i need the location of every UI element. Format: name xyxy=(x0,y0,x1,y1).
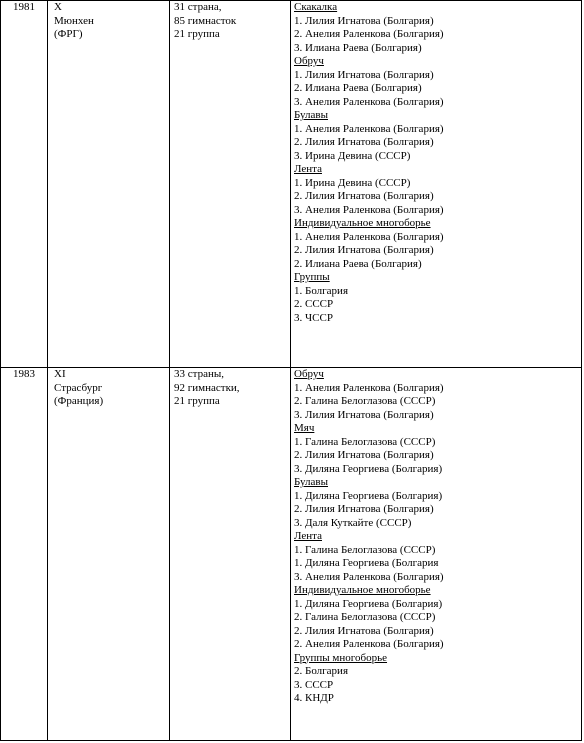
list-item: 1. Анелия Раленкова (Болгария) xyxy=(294,122,444,135)
championship-number: XI xyxy=(54,368,66,380)
list-item: 1. Лилия Игнатова (Болгария) xyxy=(294,14,434,27)
list-item: 2. Илиана Раева (Болгария) xyxy=(294,82,422,94)
event-title: Обруч xyxy=(294,368,324,380)
list-item: 1. Диляна Георгиева (Болгария) xyxy=(294,489,443,502)
list-item: 3. Диляна Георгиева (Болгария) xyxy=(294,462,443,475)
list-item: 3. Ирина Девина (СССР) xyxy=(294,149,411,162)
event-title: Индивидуальное многоборье xyxy=(294,584,431,596)
list-item: 2. Анелия Раленкова (Болгария) xyxy=(294,28,444,40)
event-title: Лента xyxy=(294,530,322,542)
city-name: Страсбург xyxy=(54,381,103,394)
list-item: 1. Галина Белоглазова (СССР) xyxy=(294,435,436,448)
events-cell xyxy=(291,368,582,741)
list-item: 2. СССР xyxy=(294,298,334,310)
championship-number: X xyxy=(54,1,62,13)
events-cell xyxy=(291,1,582,368)
event-title: Скакалка xyxy=(294,1,338,13)
list-item: 2. Лилия Игнатова (Болгария) xyxy=(294,136,434,148)
list-item: 2. Галина Белоглазова (СССР) xyxy=(294,395,436,407)
year-cell xyxy=(1,368,48,741)
list-item: 3. Анелия Раленкова (Болгария) xyxy=(294,203,444,216)
event-title: Группы xyxy=(294,271,330,283)
list-item: 3. СССР xyxy=(294,678,334,691)
table-row xyxy=(1,368,582,741)
event-title: Обруч xyxy=(294,55,324,67)
groups-count: 21 группа xyxy=(174,395,220,407)
table-row xyxy=(1,1,582,368)
event-title: Лента xyxy=(294,163,322,175)
event-title: Булавы xyxy=(294,109,329,121)
list-item: 2. Галина Белоглазова (СССР) xyxy=(294,611,436,623)
list-item: 1. Лилия Игнатова (Болгария) xyxy=(294,68,434,81)
list-item: 1. Анелия Раленкова (Болгария) xyxy=(294,381,444,394)
place-cell xyxy=(48,1,170,368)
list-item: 3. Даля Куткайте (СССР) xyxy=(294,516,412,529)
list-item: 3. Анелия Раленкова (Болгария) xyxy=(294,570,444,583)
list-item: 1. Диляна Георгиева (Болгария xyxy=(294,557,439,569)
event-title: Группы многоборье xyxy=(294,651,388,664)
year-text: 1981 xyxy=(13,1,35,13)
gymnasts-count: 92 гимнастки, xyxy=(174,381,240,394)
year-text: 1983 xyxy=(13,368,35,380)
gymnasts-count: 85 гимнасток xyxy=(174,14,237,27)
list-item: 2. Лилия Игнатова (Болгария) xyxy=(294,503,434,515)
year-cell xyxy=(1,1,48,368)
city-name: Мюнхен xyxy=(54,14,94,27)
event-title: Булавы xyxy=(294,476,329,488)
list-item: 2. Лилия Игнатова (Болгария) xyxy=(294,244,434,256)
list-item: 2. Лилия Игнатова (Болгария) xyxy=(294,449,434,461)
event-title: Мяч xyxy=(294,422,315,434)
groups-count: 21 группа xyxy=(174,28,220,40)
list-item: 1. Ирина Девина (СССР) xyxy=(294,176,411,189)
list-item: 2. Илиана Раева (Болгария) xyxy=(294,257,422,270)
place-cell xyxy=(48,368,170,741)
list-item: 1. Диляна Георгиева (Болгария) xyxy=(294,597,443,610)
list-item: 2. Анелия Раленкова (Болгария) xyxy=(294,638,444,650)
list-item: 4. КНДР xyxy=(294,692,334,704)
list-item: 2. Лилия Игнатова (Болгария) xyxy=(294,190,434,202)
list-item: 3. Лилия Игнатова (Болгария) xyxy=(294,408,434,421)
stats-cell xyxy=(170,1,291,368)
list-item: 1. Галина Белоглазова (СССР) xyxy=(294,543,436,556)
list-item: 3. ЧССР xyxy=(294,311,333,324)
countries-count: 33 страны, xyxy=(174,368,224,380)
list-item: 2. Лилия Игнатова (Болгария) xyxy=(294,624,434,637)
countries-count: 31 страна, xyxy=(174,1,222,13)
list-item: 1. Анелия Раленкова (Болгария) xyxy=(294,230,444,243)
list-item: 3. Илиана Раева (Болгария) xyxy=(294,41,422,54)
stats-cell xyxy=(170,368,291,741)
list-item: 3. Анелия Раленкова (Болгария) xyxy=(294,95,444,108)
country-name: (ФРГ) xyxy=(54,28,83,40)
list-item: 2. Болгария xyxy=(294,665,349,677)
event-title: Индивидуальное многоборье xyxy=(294,217,431,229)
list-item: 1. Болгария xyxy=(294,284,349,297)
country-name: (Франция) xyxy=(54,395,104,407)
